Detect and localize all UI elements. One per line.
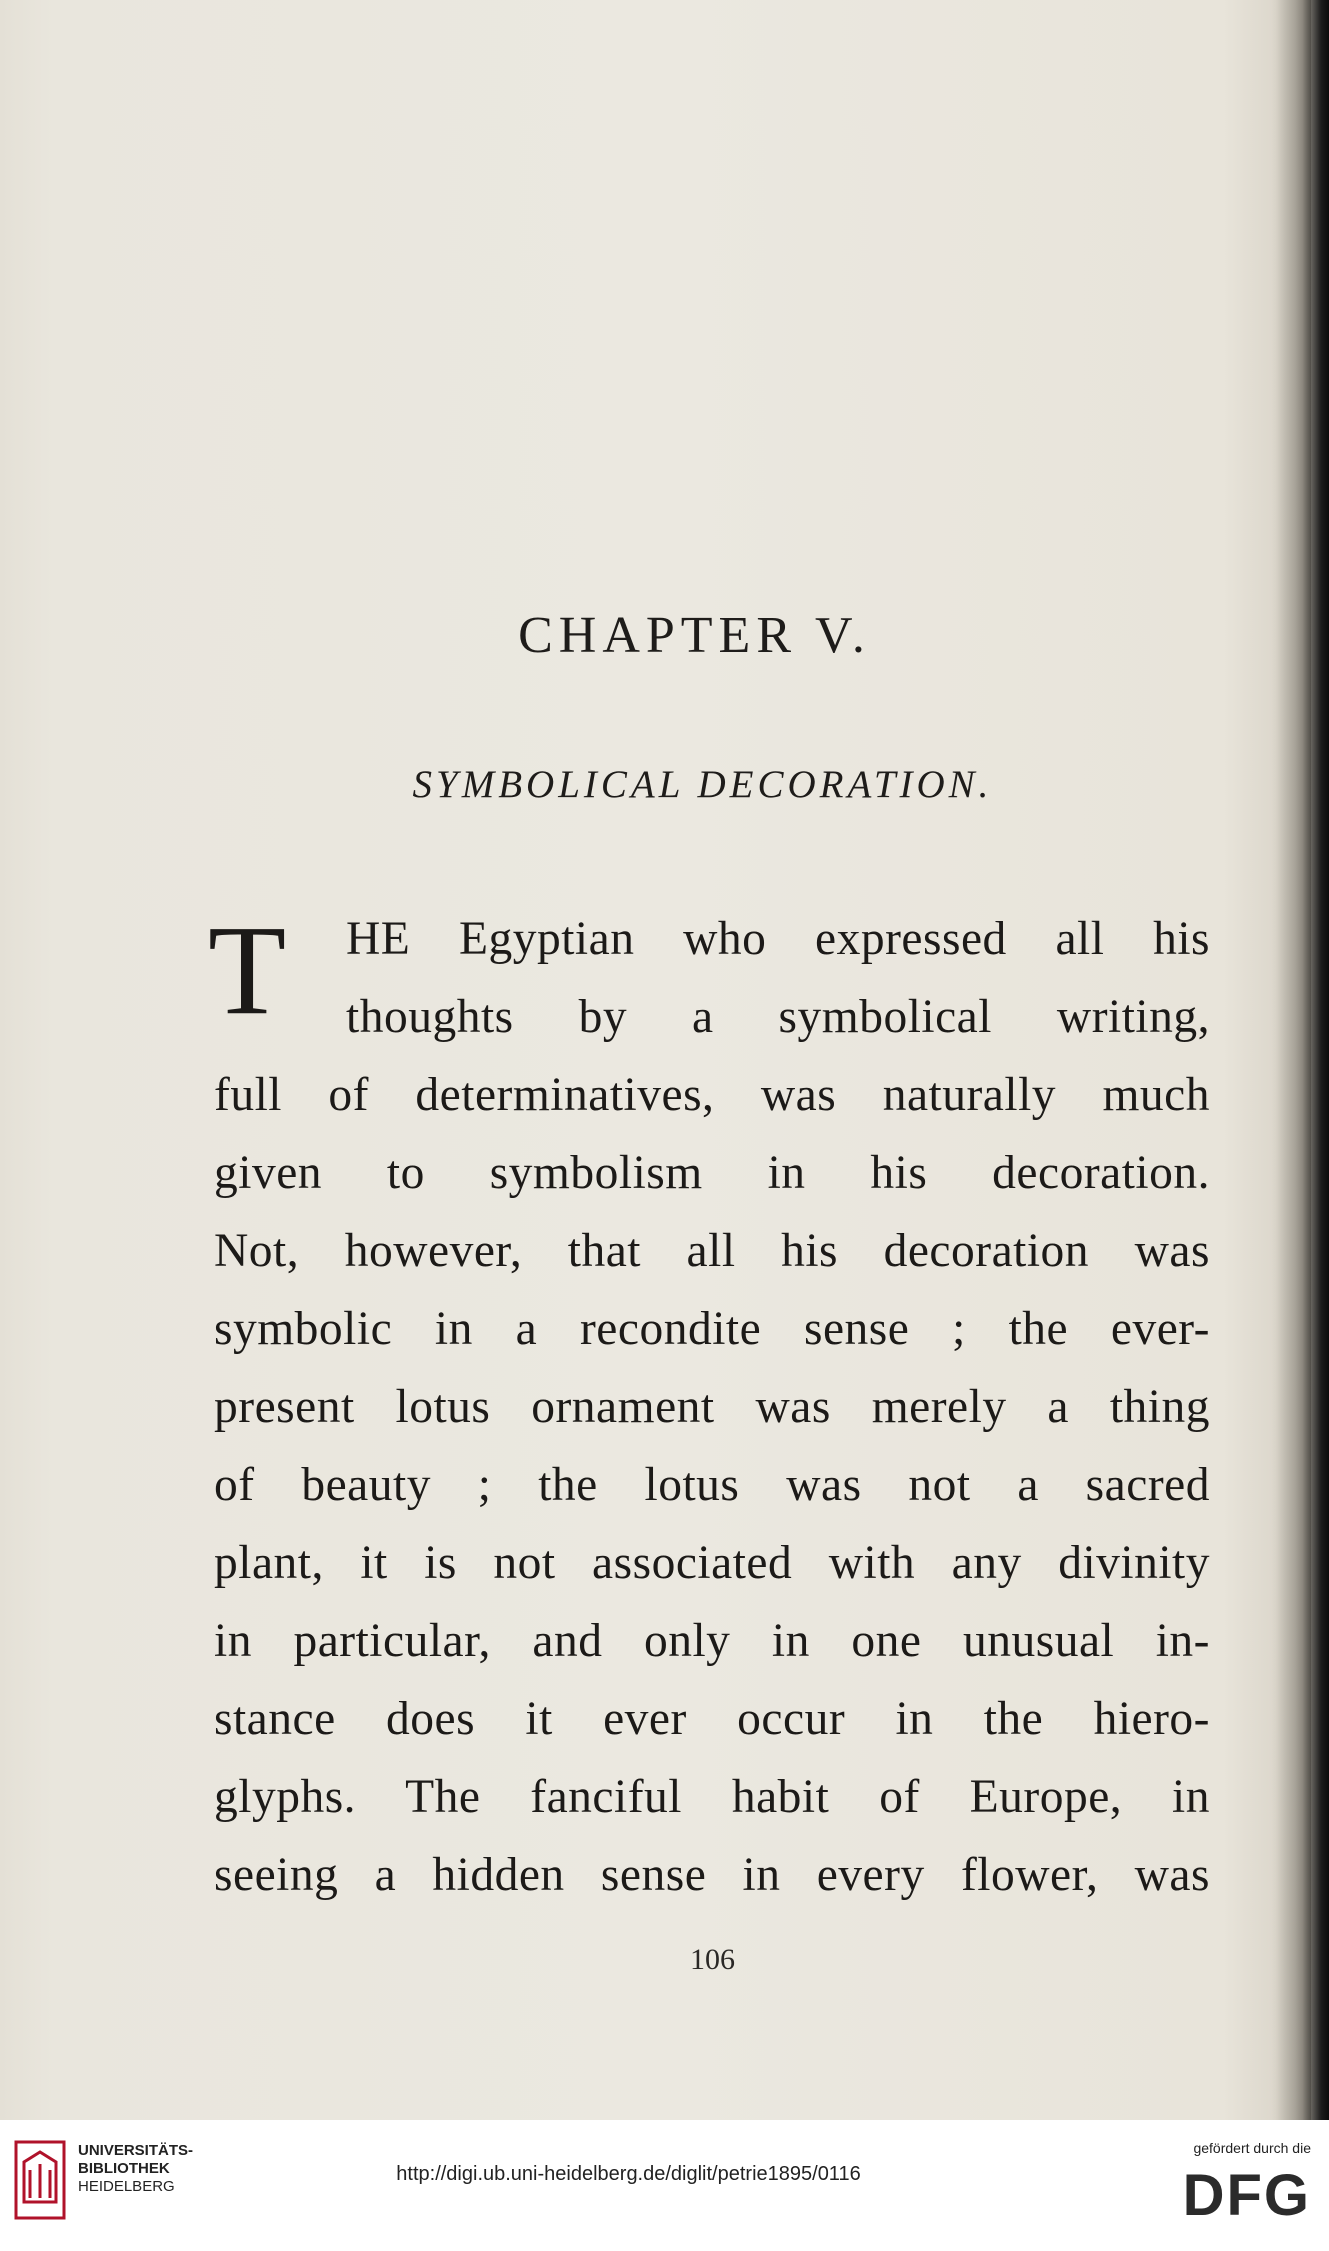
page-number: 106	[690, 1943, 735, 1976]
dfg-logo: DFG	[1182, 2163, 1311, 2228]
text-line-8: of beauty ; the lotus was not a sacred	[214, 1459, 1210, 1511]
drop-cap: T	[208, 899, 287, 1041]
text-line-5: Not, however, that all his decoration was	[214, 1225, 1210, 1277]
text-line-9: plant, it is not associated with any divinity	[214, 1537, 1210, 1589]
funded-by-label: gefördert durch die	[1193, 2140, 1311, 2156]
institution-line-2: BIBLIOTHEK	[78, 2160, 170, 2177]
text-line-2: thoughts by a symbolical writing,	[346, 991, 1210, 1043]
text-line-10: in particular, and only in one unusual in-	[214, 1615, 1210, 1667]
text-line-7: present lotus ornament was merely a thing	[214, 1381, 1210, 1433]
line-text: HE Egyptian who expressed all his	[346, 913, 1210, 965]
text-line-11: stance does it ever occur in the hiero-	[214, 1693, 1210, 1745]
page-edge-shadow	[1271, 0, 1311, 2120]
section-title: SYMBOLICAL DECORATION.	[412, 763, 993, 806]
chapter-title: CHAPTER V.	[518, 607, 871, 664]
body-text	[208, 899, 1210, 1914]
institution-line-1: UNIVERSITÄTS-	[78, 2142, 194, 2159]
institution-line-3: HEIDELBERG	[78, 2178, 175, 2195]
text-line-13: seeing a hidden sense in every flower, was	[214, 1849, 1210, 1901]
text-line-3: full of determinatives, was naturally much	[214, 1069, 1210, 1121]
text-line-6: symbolic in a recondite sense ; the ever-	[214, 1303, 1210, 1355]
text-line-12: glyphs. The fanciful habit of Europe, in	[214, 1771, 1210, 1823]
text-line-4: given to symbolism in his decoration.	[214, 1147, 1210, 1199]
permalink-url[interactable]: http://digi.ub.uni-heidelberg.de/diglit/petrie1895/0116	[396, 2163, 861, 2185]
